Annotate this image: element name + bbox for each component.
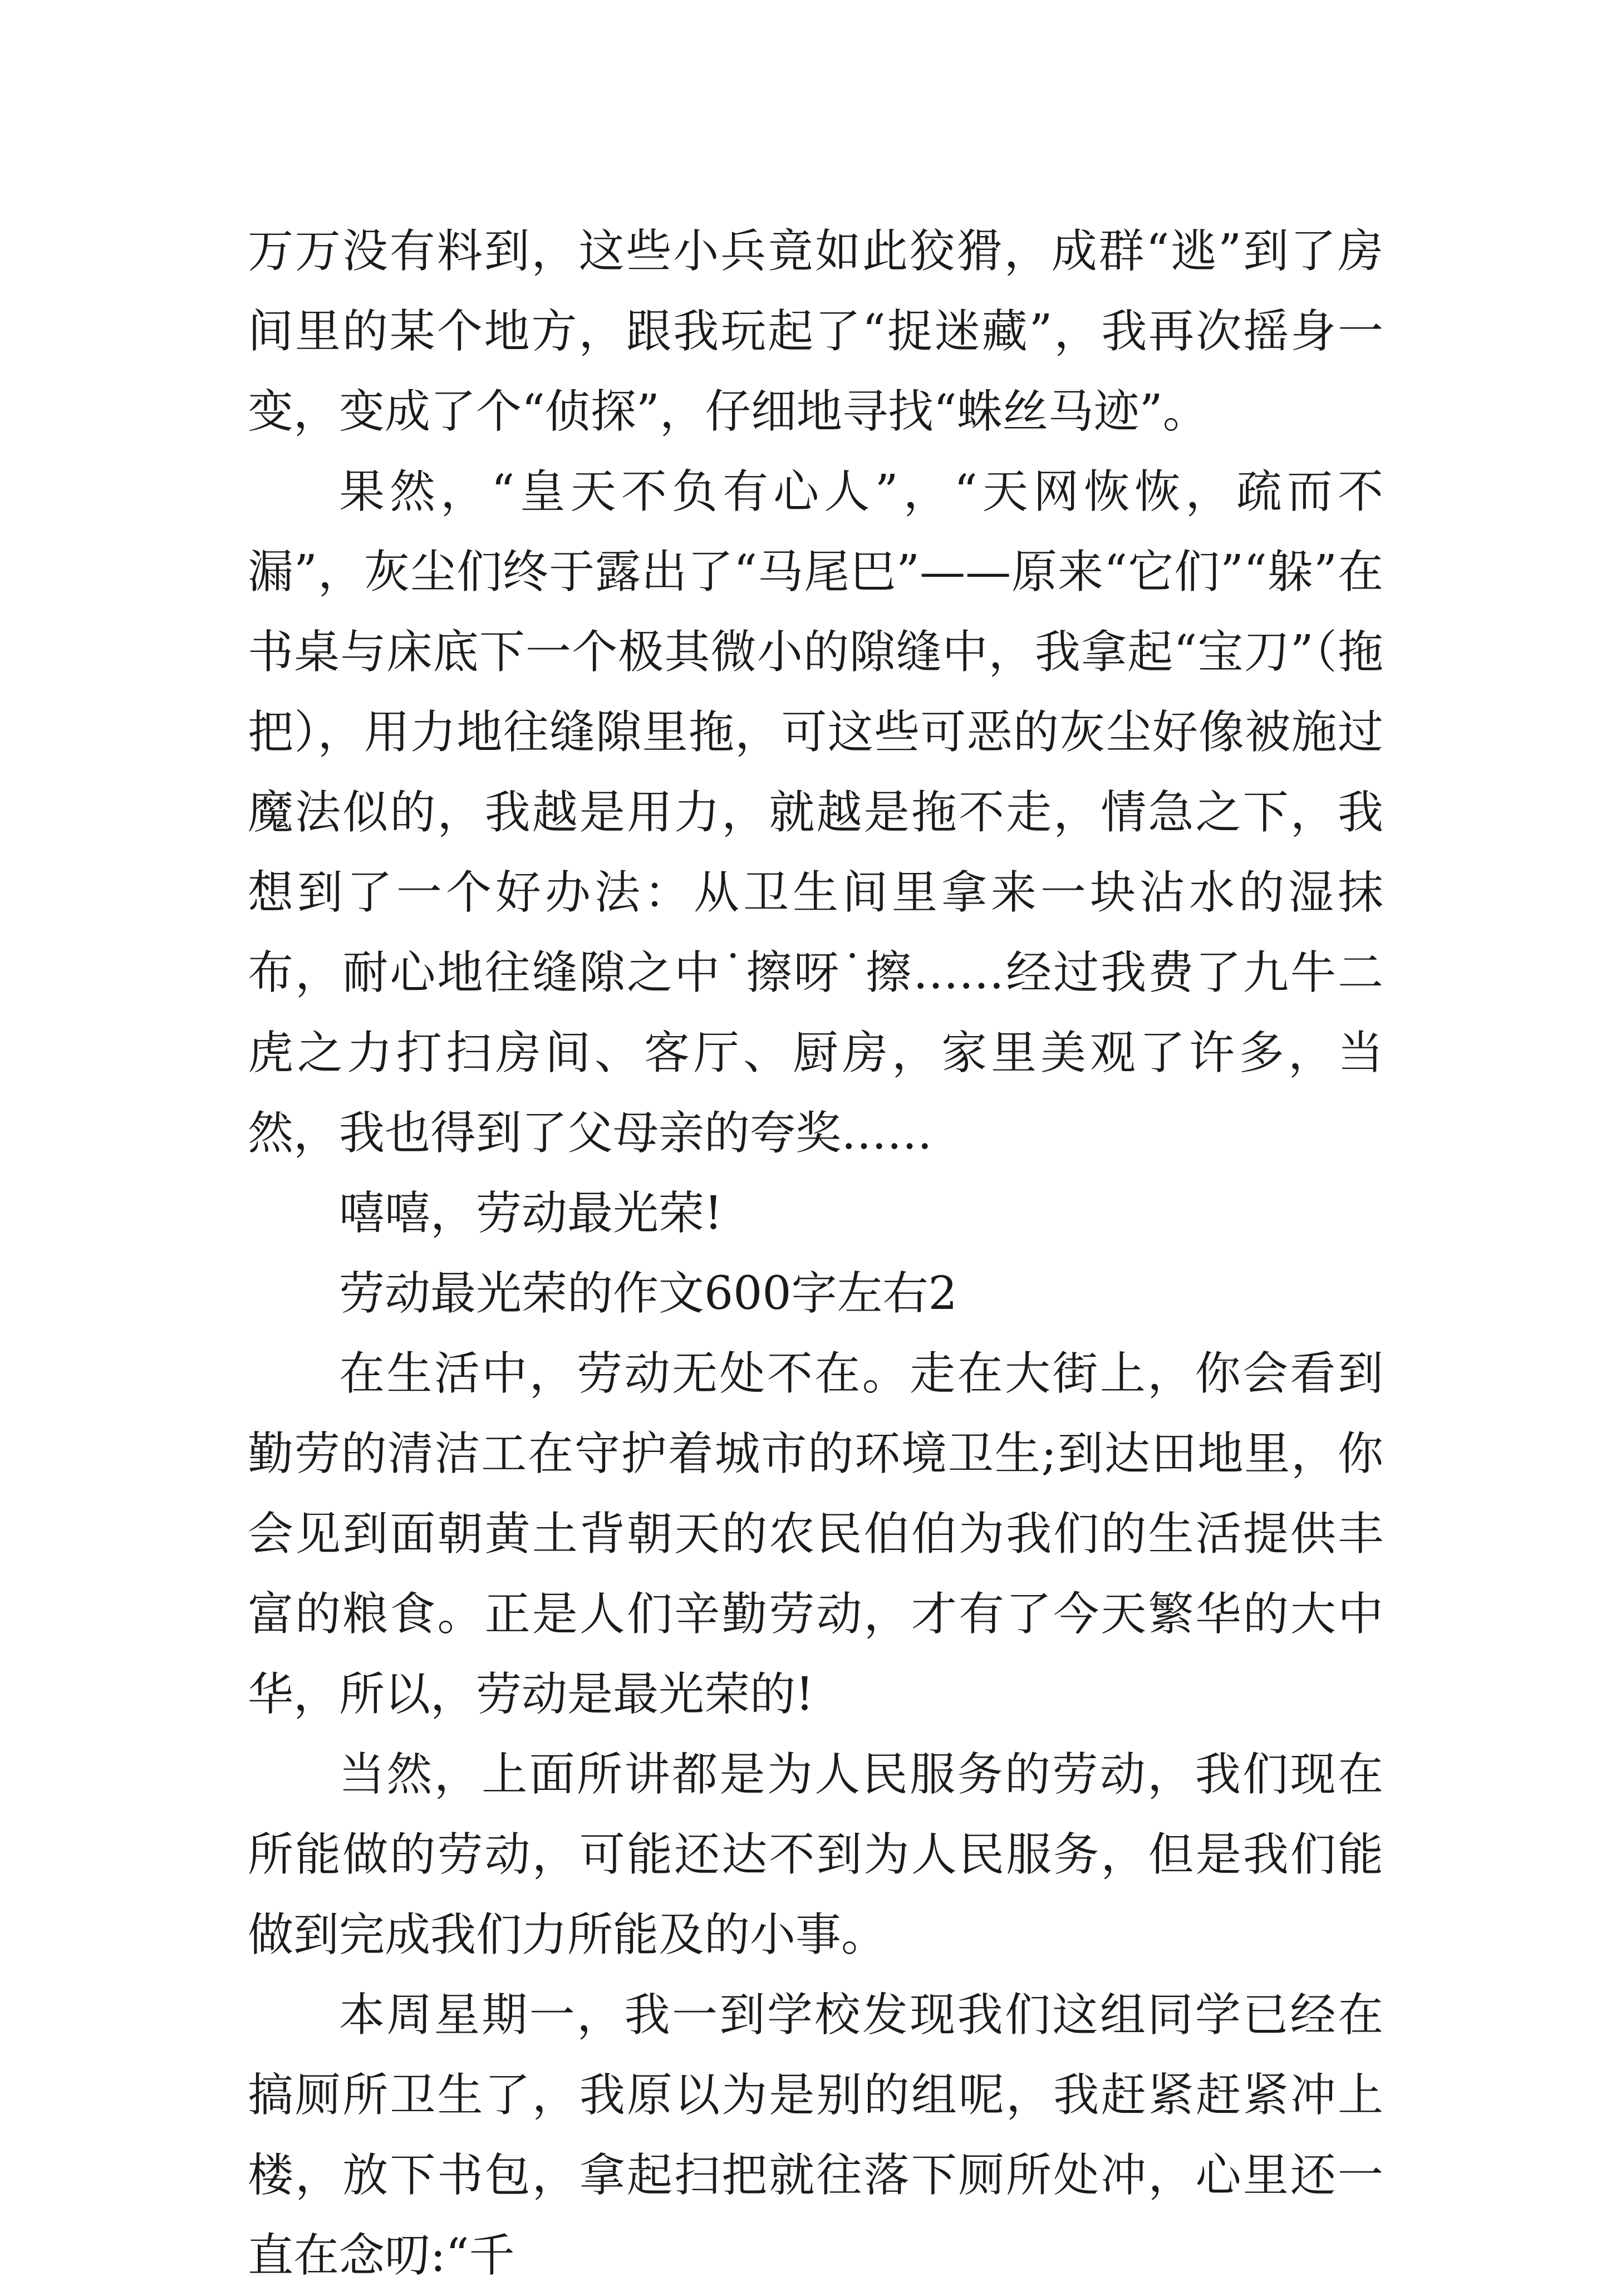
paragraph-6: 本周星期一，我一到学校发现我们这组同学已经在搞厕所卫生了，我原以为是别的组呢，我赶紧赶紧冲上楼，放下书包，拿起扫把就往落下厕所处冲，心里还一直在念叨:“千 <box>248 1989 1383 2282</box>
paragraph-3: 嘻嘻，劳动最光荣! <box>339 1187 723 1240</box>
paragraph-2: 果然，“皇天不负有心人”，“天网恢恢，疏而不漏”，灰尘们终于露出了“马尾巴”——原来“它们”“躲”在书桌与床底下一个极其微小的隙缝中，我拿起“宝刀”（拖把），用力地往缝隙里拖，可这些可恶的灰尘好像被施过魔法似的，我越是用力，就越是拖不走，情急之下，我想到了一个好办法：从卫生间里拿来一块沾水的湿抹布，耐心地往缝隙之中˙擦呀˙擦……经过我费了九牛二虎之力打扫房间、客厅、厨房，家里美观了许多，当然，我也得到了父母亲的夸奖…… <box>248 465 1383 1160</box>
document-body <box>248 212 1383 2296</box>
paragraph-1: 万万没有料到，这些小兵竟如此狡猾，成群“逃”到了房间里的某个地方，跟我玩起了“捉迷藏”，我再次摇身一变，变成了个“侦探”，仔细地寻找“蛛丝马迹”。 <box>248 225 1383 438</box>
paragraph-5: 当然，上面所讲都是为人民服务的劳动，我们现在所能做的劳动，可能还达不到为人民服务，但是我们能做到完成我们力所能及的小事。 <box>248 1748 1383 1961</box>
section-heading: 劳动最光荣的作文600字左右2 <box>339 1267 957 1320</box>
paragraph-4: 在生活中，劳动无处不在。走在大街上，你会看到勤劳的清洁工在守护着城市的环境卫生;到达田地里，你会见到面朝黄土背朝天的农民伯伯为我们的生活提供丰富的粮食。正是人们辛勤劳动，才有了今天繁华的大中华，所以，劳动是最光荣的! <box>248 1347 1383 1721</box>
